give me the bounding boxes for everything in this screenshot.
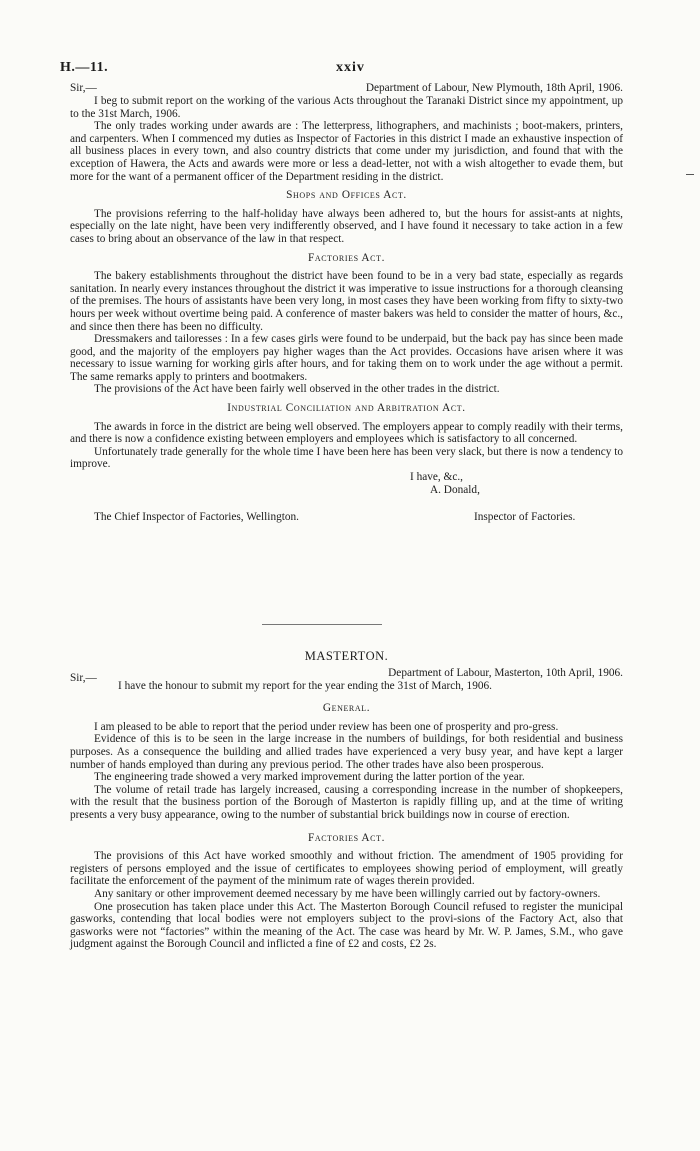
district-title: MASTERTON. [304, 649, 389, 663]
taranaki-salutation-line [70, 82, 623, 95]
section-divider [262, 624, 382, 625]
signoff-have: I have, &c., [410, 471, 464, 484]
paragraph: Evidence of this is to be seen in the large increase in the numbers of buildings, for both residential and business purposes. As a consequence the building and allied trades have experienced a very busy year, and have kept a larger number of hands employed than during any previous period. The other trades have also been prosperous. [70, 733, 623, 771]
department-address: Department of Labour, New Plymouth, 18th April, 1906. [365, 82, 623, 94]
paragraph: The only trades working under awards are : The letterpress, lithographers, and machinists ; boot-makers, printers, and carpenters. When I commenced my duties as Inspector of Factories in this district I made an exhaustive inspection of all business places in every town, and also country districts that come under my jurisdiction, and found that with the exception of Hawera, the Acts and awards were more or less a dead-letter, not with a wish altogether to evade them, but more for the want of a permanent officer of the Department residing in the district. [70, 120, 623, 183]
department-address: Department of Labour, Masterton, 10th April, 1906. [388, 666, 623, 679]
addressee: The Chief Inspector of Factories, Wellington. [94, 511, 299, 524]
section-heading-shops: Shops and Offices Act. [286, 189, 407, 202]
paragraph: I beg to submit report on the working of the various Acts throughout the Taranaki District since my appointment, up to the 31st March, 1906. [70, 95, 623, 120]
section-heading-factories: Factories Act. [307, 251, 386, 264]
paragraph: Dressmakers and tailoresses : In a few cases girls were found to be underpaid, but the back pay has since been made good, and the majority of the employers pay higher wages than the Act provides. Occasions have arisen where it was necessary to issue warning for working girls after hours, and for taking them on to work under the age without a permit. The same remarks apply to printers and bootmakers. [70, 333, 623, 383]
signatory-name: A. Donald, [430, 484, 480, 497]
salutation: Sir,— [70, 82, 97, 94]
masterton-report [70, 650, 623, 951]
paragraph: Any sanitary or other improvement deemed necessary by me have been willingly carried out by factory-owners. [94, 887, 601, 900]
section-heading-factories: Factories Act. [307, 831, 386, 844]
paragraph: The bakery establishments throughout the district have been found to be in a very bad state, especially as regards sanitation. In nearly every instances throughout the district it was imperative to issue instructions for a thorough cleansing of the premises. The hours of assistants have been very long, in most cases they have been working from fifty to sixty-two hours per week without overtime being paid. A conference of master bakers was held to consider the matter of hours, &c., and since then there has been no difficulty. [70, 270, 623, 333]
taranaki-report [70, 82, 623, 525]
masterton-salutation-line [70, 666, 623, 684]
paragraph: The provisions of the Act have been fairly well observed in the other trades in the district. [94, 383, 500, 396]
salutation: Sir,— [70, 671, 97, 684]
paragraph: The awards in force in the district are being well observed. The employers appear to comply readily with their terms, and there is now a confidence existing between employers and employees which is satisfactory to all concerned. [70, 420, 623, 446]
signoff-block [70, 471, 623, 511]
paragraph: The volume of retail trade has largely increased, causing a corresponding increase in the number of shopkeepers, with the result that the business portion of the Borough of Masterton is rapidly filling up, and at the time of writing presents a very busy appearance, owing to the number of substantial brick buildings now in course of erection. [70, 783, 623, 821]
paragraph: The provisions of this Act have worked smoothly and without friction. The amendment of 1905 providing for registers of persons employed and the issue of certificates to employees showing period of employment, will greatly facilitate the enforcement of the payment of the minimum rate of wages therein provided. [70, 850, 623, 888]
document-reference: H.—11. [60, 60, 109, 75]
paragraph: I have the honour to submit my report for the year ending the 31st of March, 1906. [118, 679, 492, 692]
margin-mark [686, 174, 694, 175]
section-heading-arbitration: Industrial Conciliation and Arbitration Act. [227, 402, 466, 415]
signatory-title: Inspector of Factories. [474, 511, 576, 524]
paragraph: The engineering trade showed a very marked improvement during the latter portion of the year. [94, 771, 525, 784]
paragraph: One prosecution has taken place under this Act. The Masterton Borough Council refused to register the municipal gasworks, contending that local bodies were not employers subject to the provi-sions of the Factory Act, also that gasworks were not “factories” within the meaning of the Act. The case was heard by Mr. W. P. James, S.M., who gave judgment against the Borough Council and inflicted a fine of £2 and costs, £2 2s. [70, 900, 623, 951]
addressee-line [70, 511, 623, 525]
section-heading-general: General. [322, 702, 371, 715]
paragraph: The provisions referring to the half-holiday have always been adhered to, but the hours for assist-ants at nights, especially on the late night, have been very indifferently observed, and I have found it necessary to take action in a few cases to bring about an observance of the law in that respect. [70, 207, 623, 245]
page-number: xxiv [336, 60, 365, 75]
paragraph: I am pleased to be able to report that the period under review has been one of prosperity and pro-gress. [94, 720, 559, 733]
running-header [60, 62, 640, 82]
paragraph: Unfortunately trade generally for the whole time I have been here has been very slack, but there is now a tendency to improve. [70, 445, 623, 471]
